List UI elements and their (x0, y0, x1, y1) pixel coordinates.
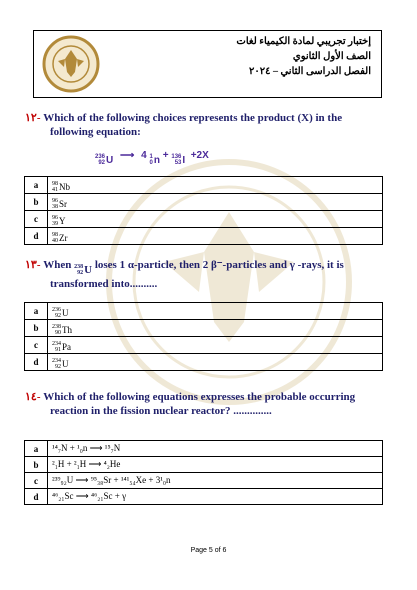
options-table-q13 (24, 302, 383, 371)
option-row[interactable]: b ²₁H + ²₁H ⟶ ⁴₂He (25, 457, 383, 473)
option-row[interactable]: a 236 92 U (25, 303, 383, 320)
option-row[interactable]: a 98 41 Nb (25, 177, 383, 194)
exam-header (33, 30, 382, 98)
option-row[interactable]: c ²³⁹₉₂U ⟶ ⁹⁵₃₈Sr + ¹⁴¹₅₄Xe + 3¹₀n (25, 473, 383, 489)
question-text-line1: loses 1 α-particle, then 2 β⁻-particles and γ -rays, it is (94, 259, 344, 271)
question-14 (25, 390, 355, 418)
question-text-line2: transformed into.......... (50, 278, 158, 290)
header-title-line3: الفصل الدراسى الثاني – ٢٠٢٤ (248, 66, 371, 77)
question-number: ١٤- (25, 391, 41, 403)
option-row[interactable]: b 238 90 Th (25, 320, 383, 337)
question-number: ١٣- (25, 259, 41, 271)
question-text-line2: reaction in the fission nuclear reactor? .............. (50, 405, 272, 417)
nuclide-neutron: 1 0 n (149, 154, 160, 166)
options-table-q14 (24, 440, 383, 505)
ministry-of-education-seal-icon (42, 35, 100, 93)
header-title-line2: الصف الأول الثانوي (292, 51, 371, 62)
options-table-q12 (24, 176, 383, 245)
header-title-line1: إختبار تجريبي لمادة الكيمياء لغات (236, 36, 371, 47)
equation-q12: 236 92 U ⟶ 4 1 0 n + 136 53 I +2X (95, 150, 209, 166)
question-text-line1: Which of the following equations expresses the probable occurring (43, 391, 356, 403)
option-row[interactable]: c 96 39 Y (25, 211, 383, 228)
question-text-line1: Which of the following choices represents the product (X) in the (43, 112, 343, 124)
question-number: ١٢- (25, 112, 41, 124)
question-13: ١٣- When 238 92 U loses 1 α-particle, then 2 β⁻-particles and γ -rays, it is transformed into.......... (25, 259, 344, 290)
page-footer: Page 5 of 6 (190, 547, 227, 554)
nuclide-u238: 238 92 U (74, 264, 93, 276)
option-row[interactable]: b 96 38 Sr (25, 194, 383, 211)
option-row[interactable]: d 234 92 U (25, 354, 383, 371)
option-row[interactable]: d ⁴⁶₂₁Sc ⟶ ⁴⁶₂₁Sc + γ (25, 489, 383, 505)
reaction-arrow: ⟶ (120, 150, 135, 161)
question-text-line2: following equation: (50, 126, 141, 138)
option-row[interactable]: a ¹⁴₇N + ¹₀n ⟶ ¹⁵₇N (25, 441, 383, 457)
header-title-block (121, 34, 371, 79)
option-row[interactable]: c 234 91 Pa (25, 337, 383, 354)
nuclide-u236: 236 92 U (95, 154, 114, 166)
question-12 (25, 111, 342, 139)
option-row[interactable]: d 98 40 Zr (25, 228, 383, 245)
nuclide-i136: 136 53 I (171, 154, 186, 166)
